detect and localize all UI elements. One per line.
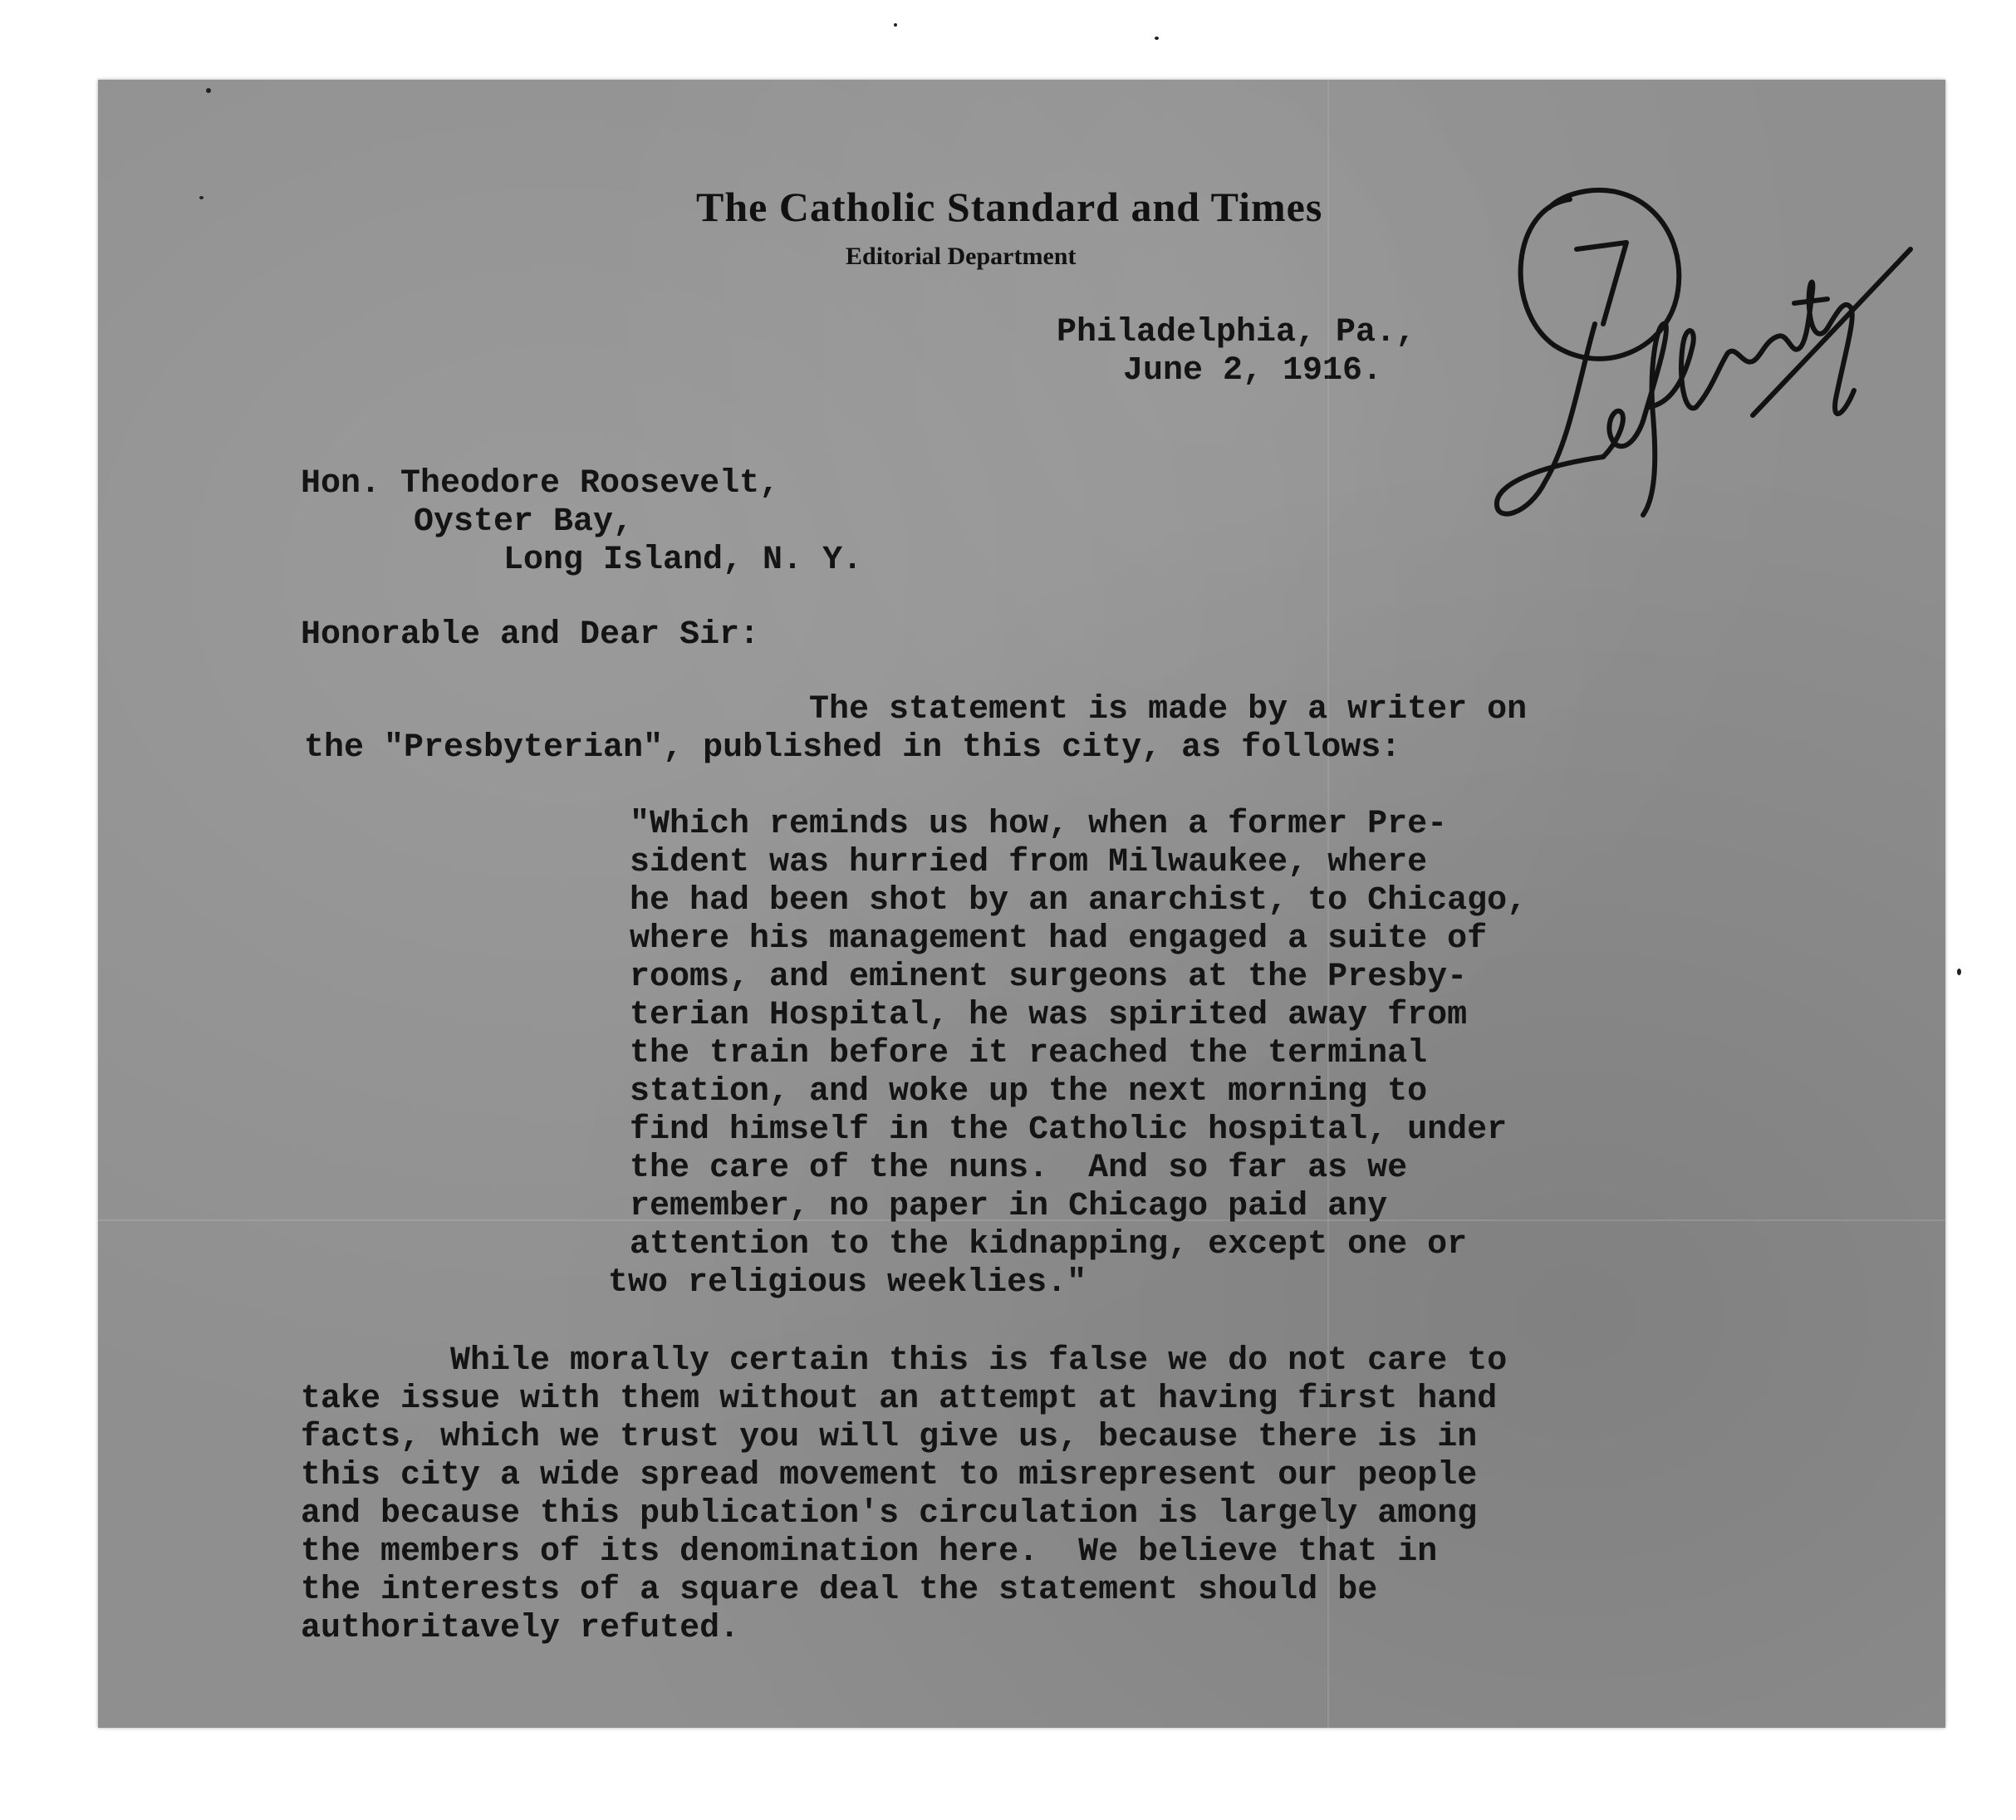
paragraph-line: authoritavely refuted. xyxy=(301,1610,740,1647)
dateline-place: Philadelphia, Pa., xyxy=(1057,314,1416,351)
quote-line: the care of the nuns. And so far as we xyxy=(630,1150,1408,1187)
signature-stroke xyxy=(1643,324,1666,515)
paragraph-line: take issue with them without an attempt at having first hand xyxy=(301,1381,1498,1418)
paragraph-line: the interests of a square deal the statement should be xyxy=(301,1572,1378,1609)
signature-stroke xyxy=(1778,282,1827,350)
paragraph-line: facts, which we trust you will give us, because there is in xyxy=(301,1419,1478,1456)
quote-line: attention to the kidnapping, except one or xyxy=(630,1226,1468,1263)
paragraph-line: the members of its denomination here. We believe that in xyxy=(301,1533,1438,1571)
dateline-date: June 2, 1916. xyxy=(1123,352,1383,390)
quote-line: terian Hospital, he was spirited away from xyxy=(630,997,1468,1034)
dust-speck xyxy=(199,196,204,199)
quote-line: sident was hurried from Milwaukee, where xyxy=(630,844,1428,881)
diagonal-stroke xyxy=(1753,249,1911,415)
dust-speck xyxy=(894,23,897,27)
signature-stroke xyxy=(1603,411,1645,457)
quote-line: station, and woke up the next morning to xyxy=(630,1073,1428,1111)
quote-line: remember, no paper in Chicago paid any xyxy=(630,1188,1388,1225)
paragraph-line: While morally certain this is false we do not care to xyxy=(450,1342,1508,1380)
dust-speck xyxy=(1957,969,1961,975)
dust-speck xyxy=(206,88,211,93)
closing-paragraph xyxy=(301,1342,1507,1648)
quote-line: where his management had engaged a suite of xyxy=(630,920,1488,958)
handwritten-annotation xyxy=(1479,166,1944,548)
signature-stroke xyxy=(1794,299,1827,303)
salutation: Honorable and Dear Sir: xyxy=(301,616,760,654)
signature-stroke xyxy=(1497,324,1603,514)
intro-line-1: The statement is made by a writer on xyxy=(809,691,1528,728)
quote-line: two religious weeklies." xyxy=(608,1264,1087,1302)
recipient-name: Hon. Theodore Roosevelt, xyxy=(301,465,780,503)
quote-line: "Which reminds us how, when a former Pre- xyxy=(630,806,1448,843)
quote-line: find himself in the Catholic hospital, under xyxy=(630,1111,1508,1149)
block-quote xyxy=(608,806,1528,1302)
recipient-region: Long Island, N. Y. xyxy=(503,542,863,579)
intro-line-2: the "Presbyterian", published in this city, as follows: xyxy=(304,729,1401,767)
letterhead-department: Editorial Department xyxy=(846,243,1077,270)
dust-speck xyxy=(1155,37,1159,40)
quote-line: rooms, and eminent surgeons at the Presby- xyxy=(630,959,1468,996)
recipient-town: Oyster Bay, xyxy=(414,503,634,541)
paragraph-line: this city a wide spread movement to misrepresent our people xyxy=(301,1457,1478,1494)
signature-stroke xyxy=(1696,336,1778,407)
paragraph-line: and because this publication's circulation is largely among xyxy=(301,1495,1478,1533)
circled-number-glyph xyxy=(1577,243,1626,324)
quote-line: he had been shot by an anarchist, to Chicago, xyxy=(630,882,1528,920)
letterhead-title: The Catholic Standard and Times xyxy=(696,184,1323,230)
circle-mark xyxy=(1521,190,1680,359)
quote-line: the train before it reached the terminal xyxy=(630,1035,1428,1072)
